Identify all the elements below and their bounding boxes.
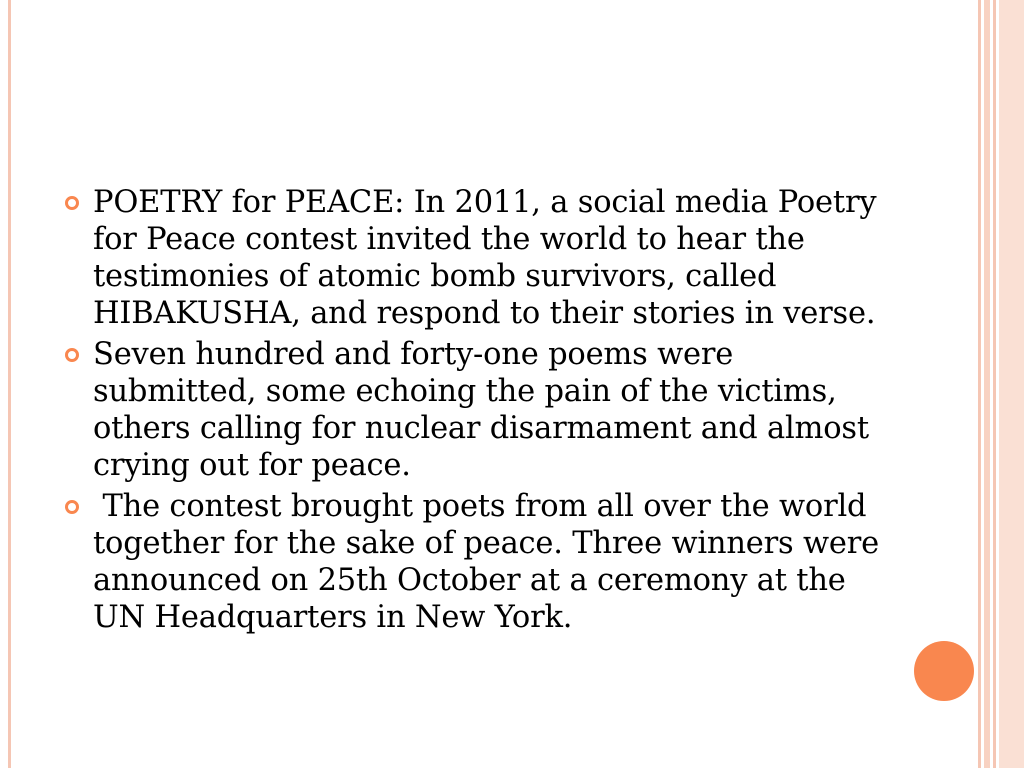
bullet-list [60, 184, 890, 640]
ring-bullet-icon [64, 499, 80, 515]
right-border-stripe [999, 0, 1024, 768]
right-border-stripe [978, 0, 981, 768]
bullet-text: Seven hundred and forty-one poems were submitted, some echoing the pain of the victims, others calling for nuclear disarmament and almost crying out for peace. [93, 337, 869, 483]
bullet-item [60, 488, 890, 636]
decorative-orange-circle [914, 641, 974, 701]
bullet-text: POETRY for PEACE: In 2011, a social media Poetry for Peace contest invited the world to hear the testimonies of atomic bomb survivors, called HIBAKUSHA, and respond to their stories in verse. [93, 185, 877, 331]
bullet-text: The contest brought poets from all over the world together for the sake of peace. Three winners were announced on 25th October at a ceremony at the UN Headquarters in New York. [93, 489, 889, 635]
ring-bullet-icon [64, 347, 80, 363]
ring-bullet-icon [64, 195, 80, 211]
left-border-line [8, 0, 11, 768]
bullet-item [60, 184, 890, 332]
bullet-item [60, 336, 890, 484]
right-border-stripe [993, 0, 996, 768]
right-border-stripe [984, 0, 990, 768]
